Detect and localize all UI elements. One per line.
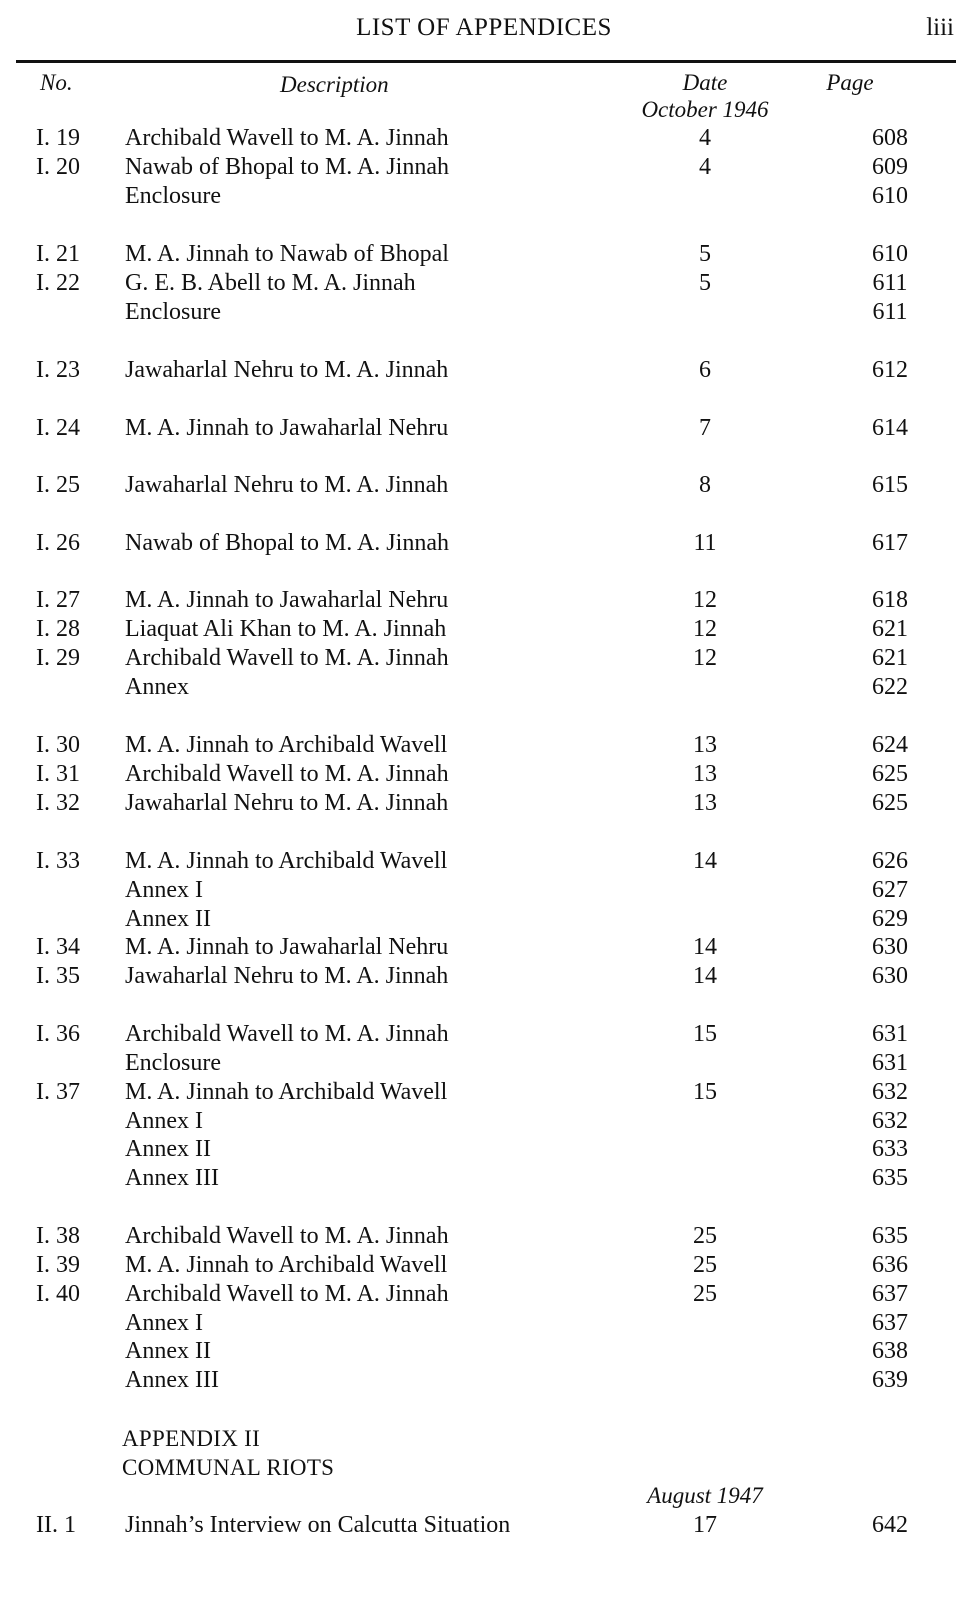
page-title: LIST OF APPENDICES [356,14,612,41]
item-number: I. 27 [36,587,80,613]
item-date: 4 [699,125,711,151]
list-item [0,415,968,445]
appendix-subheading: COMMUNAL RIOTS [122,1455,335,1480]
item-number: I. 29 [36,645,80,671]
item-page: 636 [872,1252,908,1278]
item-page: 635 [872,1165,908,1191]
item-description: Annex [125,674,189,700]
item-description: M. A. Jinnah to Jawaharlal Nehru [125,415,449,441]
running-head [0,10,968,50]
list-item [0,732,968,762]
item-number: I. 19 [36,125,80,151]
list-item [0,848,968,878]
item-page: 621 [872,616,908,642]
item-page: 631 [872,1050,908,1076]
item-description: M. A. Jinnah to Archibald Wavell [125,1252,448,1278]
item-page: 618 [872,587,908,613]
list-item [0,616,968,646]
item-date: 12 [693,616,717,642]
column-header-date-sub: October 1946 [641,97,769,122]
item-description: Annex I [125,1310,203,1336]
item-number: I. 32 [36,790,80,816]
item-date: 25 [693,1252,717,1278]
item-page: 638 [872,1338,908,1364]
item-page: 635 [872,1223,908,1249]
header-rule [16,60,956,63]
item-description: Enclosure [125,299,221,325]
item-number: I. 24 [36,415,80,441]
item-date: 14 [693,848,717,874]
item-number: I. 31 [36,761,80,787]
item-date: 11 [693,530,717,556]
item-page: 633 [872,1136,908,1162]
list-item [0,963,968,993]
item-page: 610 [872,241,908,267]
item-description: Annex I [125,877,203,903]
item-page: 611 [872,270,908,296]
item-description: Jawaharlal Nehru to M. A. Jinnah [125,963,449,989]
list-item [0,299,968,329]
list-item [0,1281,968,1311]
item-date: 17 [693,1512,717,1538]
item-number: I. 22 [36,270,80,296]
item-number: II. 1 [36,1512,76,1538]
item-number: I. 23 [36,357,80,383]
column-header-page: Page [826,70,874,95]
item-date: 5 [699,241,711,267]
item-date: 4 [699,154,711,180]
item-description: Archibald Wavell to M. A. Jinnah [125,645,449,671]
item-page: 630 [872,934,908,960]
column-header-date: Date [682,70,728,95]
item-description: Jawaharlal Nehru to M. A. Jinnah [125,790,449,816]
item-description: Archibald Wavell to M. A. Jinnah [125,125,449,151]
item-date: 12 [693,587,717,613]
list-item [0,790,968,820]
item-description: M. A. Jinnah to Jawaharlal Nehru [125,587,449,613]
item-date: 15 [693,1079,717,1105]
item-number: I. 30 [36,732,80,758]
list-item [0,1338,968,1368]
item-page: 624 [872,732,908,758]
item-number: I. 25 [36,472,80,498]
list-item [0,1252,968,1282]
item-page: 609 [872,154,908,180]
item-date: 25 [693,1223,717,1249]
item-page: 625 [872,761,908,787]
column-header-description: Description [280,72,389,97]
list-item [0,1310,968,1340]
list-item [0,154,968,184]
item-description: Jinnah’s Interview on Calcutta Situation [125,1512,511,1538]
list-item [0,530,968,560]
list-item [0,761,968,791]
list-item [0,125,968,155]
list-item [0,645,968,675]
item-date: 12 [693,645,717,671]
item-description: M. A. Jinnah to Archibald Wavell [125,1079,448,1105]
item-description: Archibald Wavell to M. A. Jinnah [125,1021,449,1047]
item-number: I. 33 [36,848,80,874]
item-number: I. 36 [36,1021,80,1047]
item-page: 642 [872,1512,908,1538]
list-item [0,1136,968,1166]
item-date: 14 [693,963,717,989]
list-item [0,1512,968,1542]
item-page: 626 [872,848,908,874]
item-description: Enclosure [125,183,221,209]
item-page: 614 [872,415,908,441]
item-number: I. 38 [36,1223,80,1249]
item-description: Nawab of Bhopal to M. A. Jinnah [125,530,449,556]
list-item [0,906,968,936]
item-description: Annex III [125,1165,219,1191]
list-item [0,934,968,964]
item-page: 612 [872,357,908,383]
item-date: 13 [693,761,717,787]
item-description: Liaquat Ali Khan to M. A. Jinnah [125,616,447,642]
item-page: 632 [872,1108,908,1134]
item-description: Archibald Wavell to M. A. Jinnah [125,761,449,787]
item-date: 13 [693,790,717,816]
page-number: liii [926,14,954,41]
item-page: 631 [872,1021,908,1047]
list-item [0,1223,968,1253]
appendix-heading: APPENDIX II [122,1426,261,1451]
item-description: Annex III [125,1367,219,1393]
item-number: I. 34 [36,934,80,960]
column-header-no: No. [40,70,73,95]
item-description: Annex II [125,906,211,932]
list-item [0,357,968,387]
list-item [0,270,968,300]
item-page: 621 [872,645,908,671]
appendix-date-heading: August 1947 [647,1483,763,1508]
item-description: Annex II [125,1338,211,1364]
list-item [0,241,968,271]
item-date: 6 [699,357,711,383]
item-date: 15 [693,1021,717,1047]
item-page: 630 [872,963,908,989]
list-item [0,1021,968,1051]
item-description: M. A. Jinnah to Nawab of Bhopal [125,241,449,267]
item-page: 625 [872,790,908,816]
item-number: I. 26 [36,530,80,556]
item-page: 611 [872,299,908,325]
item-description: M. A. Jinnah to Archibald Wavell [125,848,448,874]
item-description: Jawaharlal Nehru to M. A. Jinnah [125,472,449,498]
item-page: 639 [872,1367,908,1393]
item-page: 617 [872,530,908,556]
item-description: M. A. Jinnah to Jawaharlal Nehru [125,934,449,960]
item-page: 629 [872,906,908,932]
item-description: G. E. B. Abell to M. A. Jinnah [125,270,416,296]
item-description: Archibald Wavell to M. A. Jinnah [125,1223,449,1249]
item-date: 14 [693,934,717,960]
item-page: 608 [872,125,908,151]
list-item [0,1367,968,1397]
item-page: 610 [872,183,908,209]
item-page: 615 [872,472,908,498]
list-item [0,1079,968,1109]
item-page: 637 [872,1310,908,1336]
list-item [0,877,968,907]
item-description: Jawaharlal Nehru to M. A. Jinnah [125,357,449,383]
item-number: I. 21 [36,241,80,267]
item-number: I. 37 [36,1079,80,1105]
list-item [0,472,968,502]
list-item [0,587,968,617]
item-number: I. 20 [36,154,80,180]
item-number: I. 39 [36,1252,80,1278]
item-number: I. 40 [36,1281,80,1307]
item-page: 632 [872,1079,908,1105]
item-date: 13 [693,732,717,758]
item-date: 5 [699,270,711,296]
item-description: M. A. Jinnah to Archibald Wavell [125,732,448,758]
item-page: 622 [872,674,908,700]
list-item [0,674,968,704]
item-page: 637 [872,1281,908,1307]
item-number: I. 35 [36,963,80,989]
item-description: Annex II [125,1136,211,1162]
item-date: 8 [699,472,711,498]
item-number: I. 28 [36,616,80,642]
item-description: Enclosure [125,1050,221,1076]
item-page: 627 [872,877,908,903]
list-item [0,1165,968,1195]
item-description: Archibald Wavell to M. A. Jinnah [125,1281,449,1307]
list-item [0,1050,968,1080]
item-description: Nawab of Bhopal to M. A. Jinnah [125,154,449,180]
list-item [0,1108,968,1138]
item-date: 7 [699,415,711,441]
item-description: Annex I [125,1108,203,1134]
item-date: 25 [693,1281,717,1307]
list-item [0,183,968,213]
